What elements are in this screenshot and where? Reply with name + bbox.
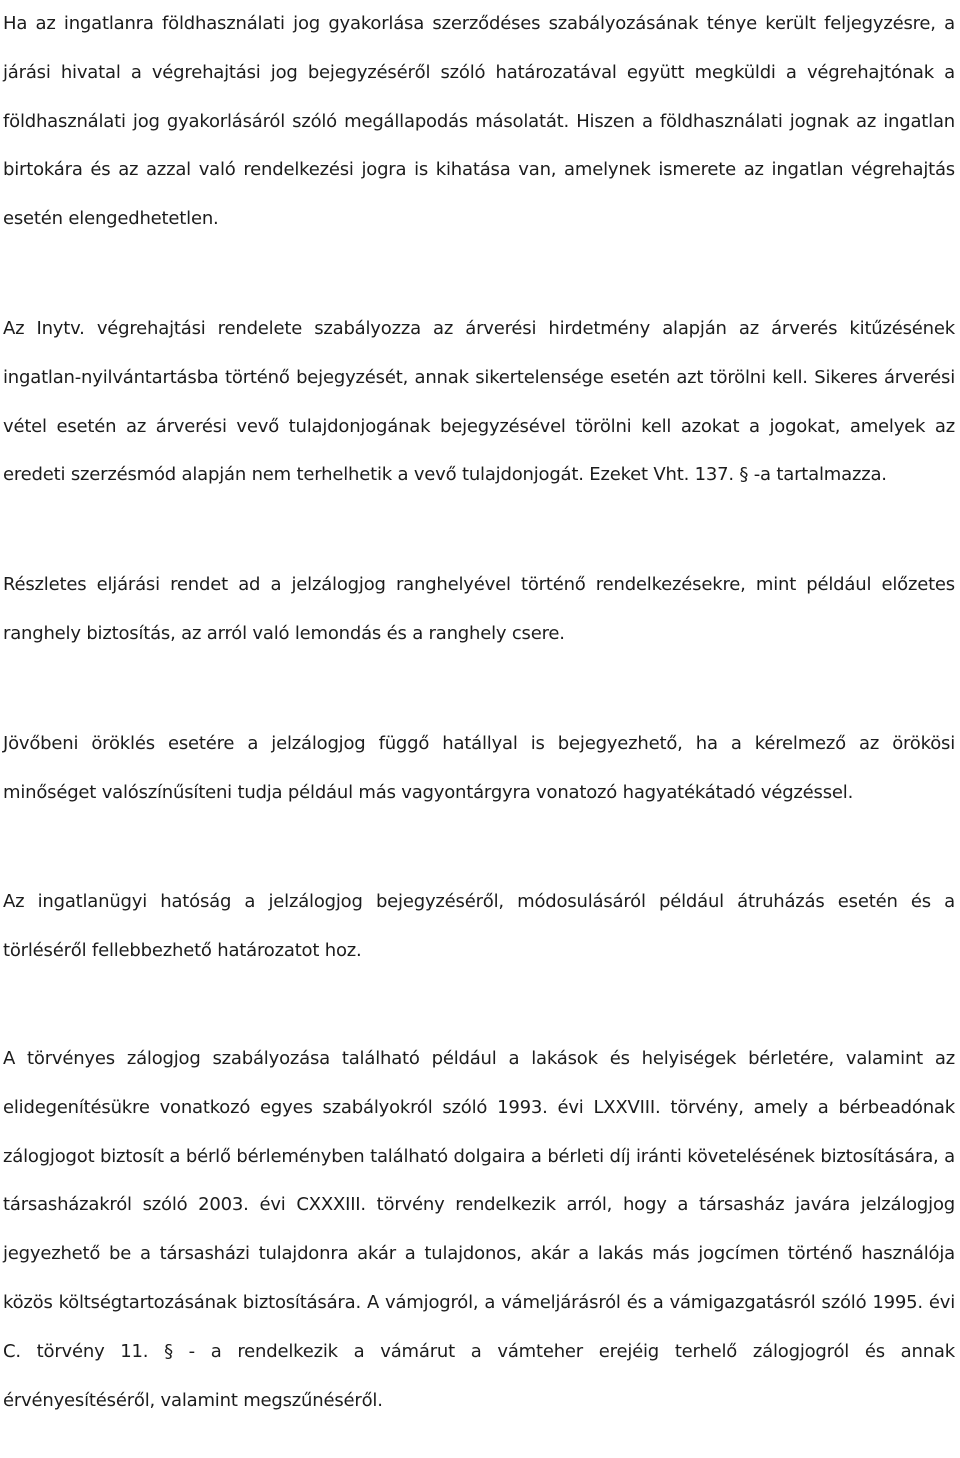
paragraph-spacer bbox=[3, 976, 955, 1035]
paragraph-spacer bbox=[3, 244, 955, 305]
paragraph-spacer bbox=[3, 659, 955, 720]
paragraph-spacer bbox=[3, 500, 955, 561]
paragraph-auction-registration: Az Inytv. végrehajtási rendelete szabályozza az árverési hirdetmény alapján az árverés kitűzésének ingatlan-nyilvántartásba történő bejegyzését, annak sikertelensége esetén azt törölni kell. Sikeres árverési vétel esetén az árverési vevő tulajdonjogának bejegyzésével törölni kell azokat a jogokat, amelyek az eredeti szerzésmód alapján nem terhelhetik a vevő tulajdonjogát. Ezeket Vht. 137. § -a tartalmazza. bbox=[3, 317, 955, 486]
paragraph-future-inheritance: Jövőbeni öröklés esetére a jelzálogjog függő hatállyal is bejegyezhető, ha a kérelmező az örökösi minőséget valószínűsíteni tudja például más vagyontárgyra vonatozó hagyatékátadó végzéssel. bbox=[3, 732, 955, 803]
paragraph-land-use-right: Ha az ingatlanra földhasználati jog gyakorlása szerződéses szabályozásának ténye került feljegyzésre, a járási hivatal a végrehajtási jog bejegyzéséről szóló határozatával együtt megküldi a végrehajtónak a földhasználati jog gyakorlásáról szóló megállapodás másolatát. Hiszen a földhasználati jognak az ingatlan birtokára és az azzal való rendelkezési jogra is kihatása van, amelynek ismerete az ingatlan végrehajtás esetén elengedhetetlen. bbox=[3, 13, 955, 230]
paragraph-authority-decision: Az ingatlanügyi hatóság a jelzálogjog bejegyzéséről, módosulásáról például átruházás esetén és a törléséről fellebbezhető határozatot hoz. bbox=[3, 891, 955, 962]
paragraph-spacer bbox=[3, 817, 955, 878]
paragraph-statutory-lien: A törvényes zálogjog szabályozása található például a lakások és helyiségek bérletére, valamint az elidegenítésükre vonatkozó egyes szabályokról szóló 1993. évi LXXVIII. törvény, amely a bérbeadónak zálogjogot biztosít a bérlő bérleményben található dolgaira a bérleti díj iránti követelésének biztosítására, a társasházakról szóló 2003. évi CXXXIII. törvény rendelkezik arról, hogy a társasház javára jelzálogjog jegyezhető be a társasházi tulajdonra akár a tulajdonos, akár a lakás más jogcímen történő használója közös költségtartozásának biztosítására. A vámjogról, a vámeljárásról és a vámigazgatásról szóló 1995. évi C. törvény 11. § - a rendelkezik a vámárut a vámteher erejéig terhelő zálogjogról és annak érvényesítéséről, valamint megszűnéséről. bbox=[3, 1047, 955, 1411]
paragraph-rank-procedure: Részletes eljárási rendet ad a jelzálogjog ranghelyével történő rendelkezésekre, mint például előzetes ranghely biztosítás, az arról való lemondás és a ranghely csere. bbox=[3, 574, 955, 644]
document-page bbox=[3, 0, 955, 1425]
